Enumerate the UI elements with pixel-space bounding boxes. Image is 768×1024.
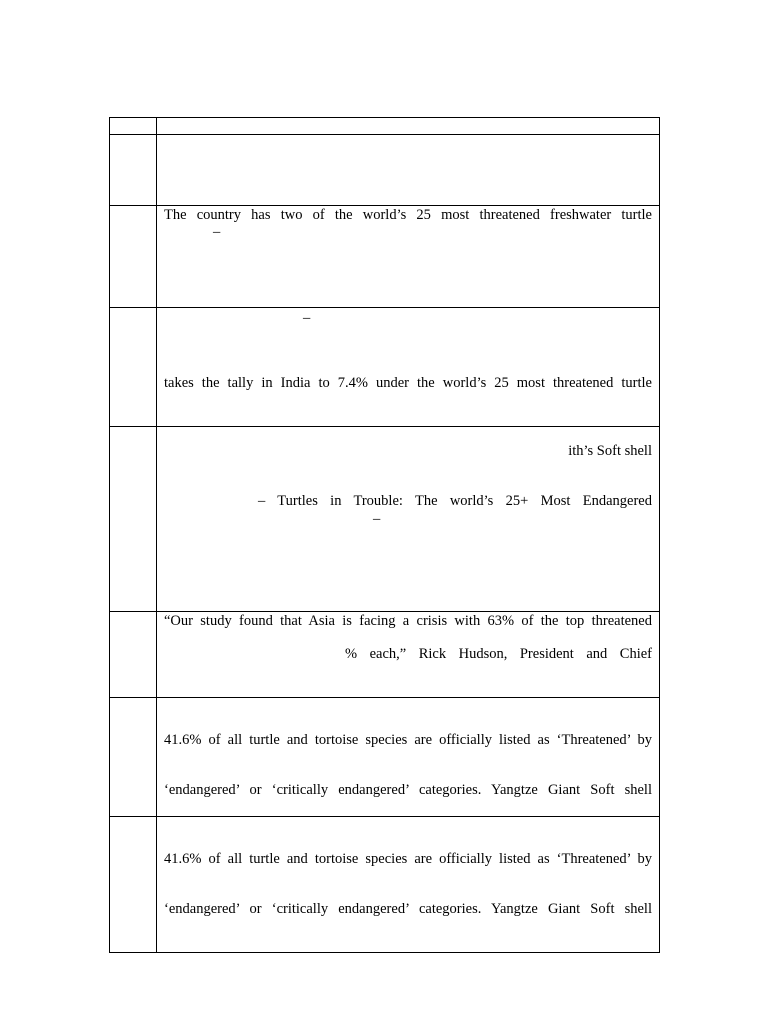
table-row [110, 698, 660, 817]
text-line: 41.6% of all turtle and tortoise species are officially listed as ‘Threatened’ by [164, 851, 652, 867]
row-text-cell [157, 698, 660, 817]
row-text-cell [157, 427, 660, 612]
text-dash: – [213, 224, 221, 240]
text-line: % each,” Rick Hudson, President and Chief [345, 646, 652, 662]
table-row [110, 206, 660, 308]
row-text-cell [157, 817, 660, 953]
row-number-cell [110, 135, 157, 206]
row-number-cell [110, 118, 157, 135]
table-row [110, 612, 660, 698]
text-dash: – [373, 511, 381, 527]
document-table [109, 117, 660, 953]
row-number-cell [110, 817, 157, 953]
text-line: “Our study found that Asia is facing a crisis with 63% of the top threatened [164, 613, 652, 629]
text-line: – Turtles in Trouble: The world’s 25+ Most Endangered [258, 493, 652, 509]
row-text-cell [157, 612, 660, 698]
row-text-cell [157, 206, 660, 308]
text-dash: – [303, 310, 311, 326]
table-row [110, 427, 660, 612]
row-number-cell [110, 698, 157, 817]
text-line: ‘endangered’ or ‘critically endangered’ categories. Yangtze Giant Soft shell [164, 782, 652, 798]
table-row [110, 308, 660, 427]
text-line: 41.6% of all turtle and tortoise species are officially listed as ‘Threatened’ by [164, 732, 652, 748]
row-number-cell [110, 612, 157, 698]
row-number-cell [110, 427, 157, 612]
text-line: The country has two of the world’s 25 most threatened freshwater turtle [164, 207, 652, 223]
text-line: ‘endangered’ or ‘critically endangered’ categories. Yangtze Giant Soft shell [164, 901, 652, 917]
text-line: takes the tally in India to 7.4% under the world’s 25 most threatened turtle [164, 375, 652, 391]
text-line: ith’s Soft shell [568, 443, 652, 459]
row-text-cell [157, 118, 660, 135]
row-text-cell [157, 308, 660, 427]
table-row [110, 135, 660, 206]
row-number-cell [110, 308, 157, 427]
row-text-cell [157, 135, 660, 206]
table-row [110, 118, 660, 135]
row-number-cell [110, 206, 157, 308]
table-row [110, 817, 660, 953]
